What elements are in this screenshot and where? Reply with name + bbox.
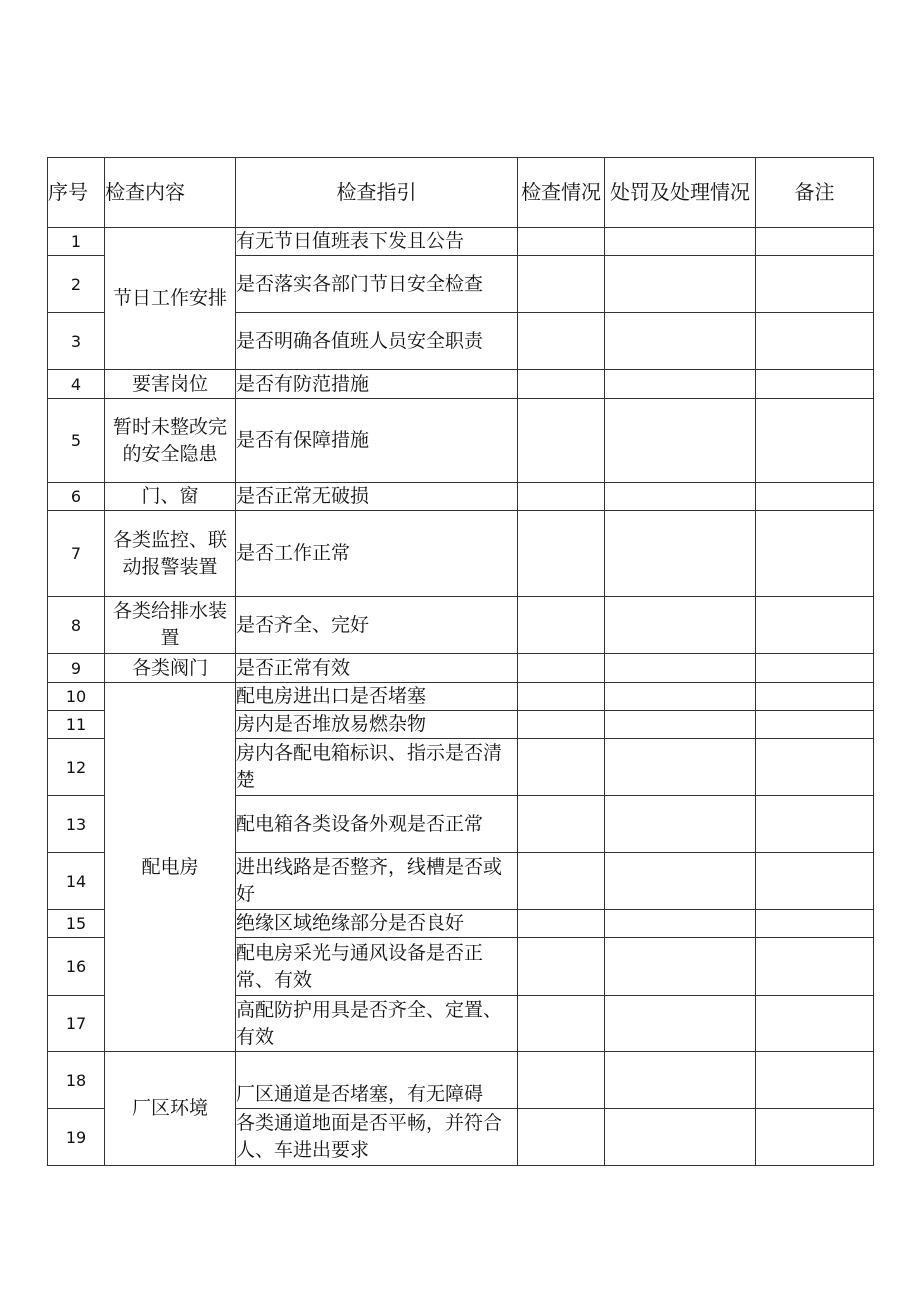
check-item: 各类监控、联动报警装置 bbox=[105, 511, 236, 597]
remark-cell[interactable] bbox=[756, 796, 874, 853]
check-guide: 是否齐全、完好 bbox=[236, 597, 518, 654]
penalty-cell[interactable] bbox=[605, 597, 756, 654]
penalty-cell[interactable] bbox=[605, 313, 756, 370]
table-row bbox=[48, 683, 874, 711]
inspection-sheet bbox=[47, 157, 873, 1166]
penalty-cell[interactable] bbox=[605, 1052, 756, 1109]
check-guide: 各类通道地面是否平畅，并符合人、车进出要求 bbox=[236, 1109, 518, 1166]
check-guide: 是否正常无破损 bbox=[236, 483, 518, 511]
remark-cell[interactable] bbox=[756, 654, 874, 683]
check-item: 各类给排水装置 bbox=[105, 597, 236, 654]
result-cell[interactable] bbox=[518, 711, 605, 739]
penalty-cell[interactable] bbox=[605, 796, 756, 853]
check-guide: 进出线路是否整齐，线槽是否或好 bbox=[236, 853, 518, 910]
result-cell[interactable] bbox=[518, 597, 605, 654]
row-number: 2 bbox=[48, 256, 105, 313]
table-row bbox=[48, 483, 874, 511]
check-item: 节日工作安排 bbox=[105, 228, 236, 370]
remark-cell[interactable] bbox=[756, 1109, 874, 1166]
row-number: 1 bbox=[48, 228, 105, 256]
check-item: 门、窗 bbox=[105, 483, 236, 511]
row-number: 17 bbox=[48, 996, 105, 1052]
row-number: 3 bbox=[48, 313, 105, 370]
penalty-cell[interactable] bbox=[605, 228, 756, 256]
check-guide: 有无节日值班表下发且公告 bbox=[236, 228, 518, 256]
remark-cell[interactable] bbox=[756, 996, 874, 1052]
remark-cell[interactable] bbox=[756, 853, 874, 910]
check-guide: 是否明确各值班人员安全职责 bbox=[236, 313, 518, 370]
result-cell[interactable] bbox=[518, 1109, 605, 1166]
check-item: 配电房 bbox=[105, 683, 236, 1052]
penalty-cell[interactable] bbox=[605, 511, 756, 597]
check-guide: 是否工作正常 bbox=[236, 511, 518, 597]
result-cell[interactable] bbox=[518, 739, 605, 796]
check-guide: 配电房采光与通风设备是否正常、有效 bbox=[236, 938, 518, 996]
remark-cell[interactable] bbox=[756, 511, 874, 597]
row-number: 19 bbox=[48, 1109, 105, 1166]
check-guide: 房内各配电箱标识、指示是否清楚 bbox=[236, 739, 518, 796]
row-number: 16 bbox=[48, 938, 105, 996]
remark-cell[interactable] bbox=[756, 256, 874, 313]
row-number: 18 bbox=[48, 1052, 105, 1109]
result-cell[interactable] bbox=[518, 228, 605, 256]
penalty-cell[interactable] bbox=[605, 1109, 756, 1166]
remark-cell[interactable] bbox=[756, 228, 874, 256]
check-guide: 房内是否堆放易燃杂物 bbox=[236, 711, 518, 739]
result-cell[interactable] bbox=[518, 938, 605, 996]
row-number: 8 bbox=[48, 597, 105, 654]
table-row bbox=[48, 399, 874, 483]
check-guide: 是否有保障措施 bbox=[236, 399, 518, 483]
table-row bbox=[48, 1052, 874, 1109]
remark-cell[interactable] bbox=[756, 683, 874, 711]
check-item: 暂时未整改完的安全隐患 bbox=[105, 399, 236, 483]
result-cell[interactable] bbox=[518, 256, 605, 313]
row-number: 7 bbox=[48, 511, 105, 597]
header-row bbox=[48, 158, 874, 228]
row-number: 10 bbox=[48, 683, 105, 711]
penalty-cell[interactable] bbox=[605, 853, 756, 910]
header-penalty: 处罚及处理情况 bbox=[605, 158, 756, 228]
penalty-cell[interactable] bbox=[605, 683, 756, 711]
row-number: 15 bbox=[48, 910, 105, 938]
row-number: 6 bbox=[48, 483, 105, 511]
remark-cell[interactable] bbox=[756, 910, 874, 938]
table-row bbox=[48, 511, 874, 597]
remark-cell[interactable] bbox=[756, 483, 874, 511]
row-number: 14 bbox=[48, 853, 105, 910]
table-row bbox=[48, 654, 874, 683]
table-row bbox=[48, 228, 874, 256]
remark-cell[interactable] bbox=[756, 711, 874, 739]
check-item: 要害岗位 bbox=[105, 370, 236, 399]
result-cell[interactable] bbox=[518, 853, 605, 910]
header-no: 序号 bbox=[48, 158, 105, 228]
result-cell[interactable] bbox=[518, 796, 605, 853]
check-guide: 是否落实各部门节日安全检查 bbox=[236, 256, 518, 313]
penalty-cell[interactable] bbox=[605, 996, 756, 1052]
inspection-table bbox=[47, 157, 874, 1166]
result-cell[interactable] bbox=[518, 511, 605, 597]
remark-cell[interactable] bbox=[756, 739, 874, 796]
remark-cell[interactable] bbox=[756, 399, 874, 483]
check-guide: 配电箱各类设备外观是否正常 bbox=[236, 796, 518, 853]
check-guide: 配电房进出口是否堵塞 bbox=[236, 683, 518, 711]
row-number: 9 bbox=[48, 654, 105, 683]
remark-cell[interactable] bbox=[756, 313, 874, 370]
row-number: 4 bbox=[48, 370, 105, 399]
header-guide: 检查指引 bbox=[236, 158, 518, 228]
check-guide: 高配防护用具是否齐全、定置、有效 bbox=[236, 996, 518, 1052]
table-row bbox=[48, 597, 874, 654]
result-cell[interactable] bbox=[518, 654, 605, 683]
header-result: 检查情况 bbox=[518, 158, 605, 228]
header-remark: 备注 bbox=[756, 158, 874, 228]
check-guide: 是否正常有效 bbox=[236, 654, 518, 683]
remark-cell[interactable] bbox=[756, 370, 874, 399]
penalty-cell[interactable] bbox=[605, 910, 756, 938]
check-item: 各类阀门 bbox=[105, 654, 236, 683]
row-number: 13 bbox=[48, 796, 105, 853]
result-cell[interactable] bbox=[518, 370, 605, 399]
result-cell[interactable] bbox=[518, 683, 605, 711]
header-item: 检查内容 bbox=[105, 158, 236, 228]
check-item: 厂区环境 bbox=[105, 1052, 236, 1166]
row-number: 11 bbox=[48, 711, 105, 739]
result-cell[interactable] bbox=[518, 313, 605, 370]
result-cell[interactable] bbox=[518, 1052, 605, 1109]
row-number: 12 bbox=[48, 739, 105, 796]
remark-cell[interactable] bbox=[756, 597, 874, 654]
penalty-cell[interactable] bbox=[605, 938, 756, 996]
row-number: 5 bbox=[48, 399, 105, 483]
penalty-cell[interactable] bbox=[605, 654, 756, 683]
penalty-cell[interactable] bbox=[605, 711, 756, 739]
penalty-cell[interactable] bbox=[605, 370, 756, 399]
result-cell[interactable] bbox=[518, 910, 605, 938]
result-cell[interactable] bbox=[518, 399, 605, 483]
check-guide: 厂区通道是否堵塞，有无障碍 bbox=[236, 1052, 518, 1109]
table-row bbox=[48, 370, 874, 399]
penalty-cell[interactable] bbox=[605, 739, 756, 796]
result-cell[interactable] bbox=[518, 996, 605, 1052]
penalty-cell[interactable] bbox=[605, 256, 756, 313]
remark-cell[interactable] bbox=[756, 1052, 874, 1109]
check-guide: 绝缘区域绝缘部分是否良好 bbox=[236, 910, 518, 938]
penalty-cell[interactable] bbox=[605, 483, 756, 511]
result-cell[interactable] bbox=[518, 483, 605, 511]
check-guide: 是否有防范措施 bbox=[236, 370, 518, 399]
remark-cell[interactable] bbox=[756, 938, 874, 996]
penalty-cell[interactable] bbox=[605, 399, 756, 483]
